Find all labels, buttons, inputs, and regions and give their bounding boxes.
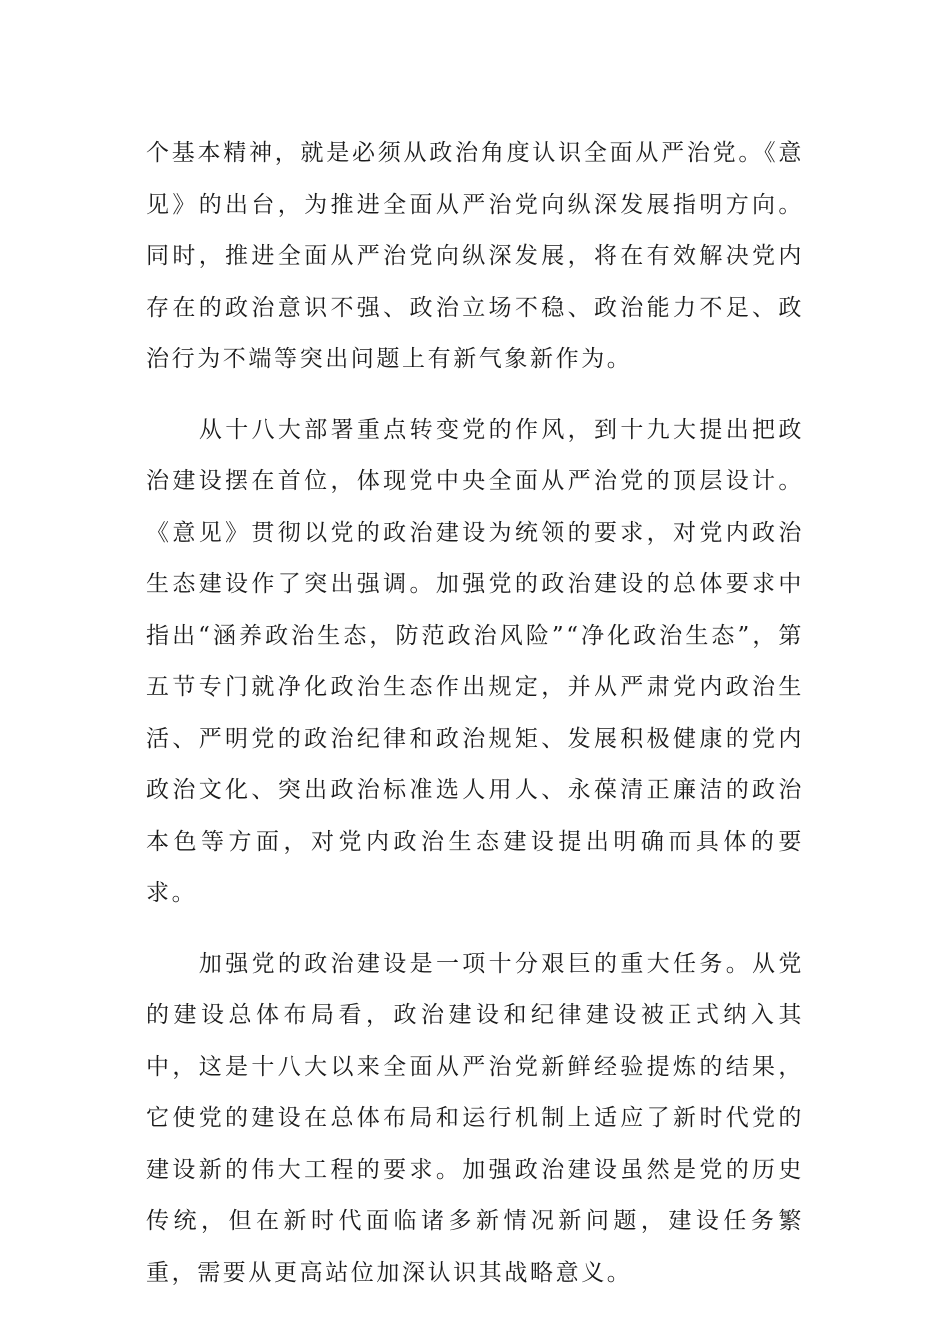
paragraph-continuation: 个基本精神，就是必须从政治角度认识全面从严治党。《意见》的出台，为推进全面从严治党向纵深发展指明方向。同时，推进全面从严治党向纵深发展，将在有效解决党内存在的政治意识不强、政治立场不稳、政治能力不足、政治行为不端等突出问题上有新气象新作为。 — [146, 140, 804, 372]
document-body — [146, 128, 804, 1299]
paragraph-2: 从十八大部署重点转变党的作风，到十九大提出把政治建设摆在首位，体现党中央全面从严治党的顶层设计。《意见》贯彻以党的政治建设为统领的要求，对党内政治生态建设作了突出强调。加强党的政治建设的总体要求中指出“涵养政治生态，防范政治风险”“净化政治生态”，第五节专门就净化政治生态作出规定，并从严肃党内政治生活、严明党的政治纪律和政治规矩、发展积极健康的党内政治文化、突出政治标准选人用人、永葆清正廉洁的政治本色等方面，对党内政治生态建设提出明确而具体的要求。 — [146, 416, 804, 906]
paragraph-3: 加强党的政治建设是一项十分艰巨的重大任务。从党的建设总体布局看，政治建设和纪律建设被正式纳入其中，这是十八大以来全面从严治党新鲜经验提炼的结果，它使党的建设在总体布局和运行机制上适应了新时代党的建设新的伟大工程的要求。加强政治建设虽然是党的历史传统，但在新时代面临诸多新情况新问题，建设任务繁重，需要从更高站位加深认识其战略意义。 — [146, 950, 804, 1286]
